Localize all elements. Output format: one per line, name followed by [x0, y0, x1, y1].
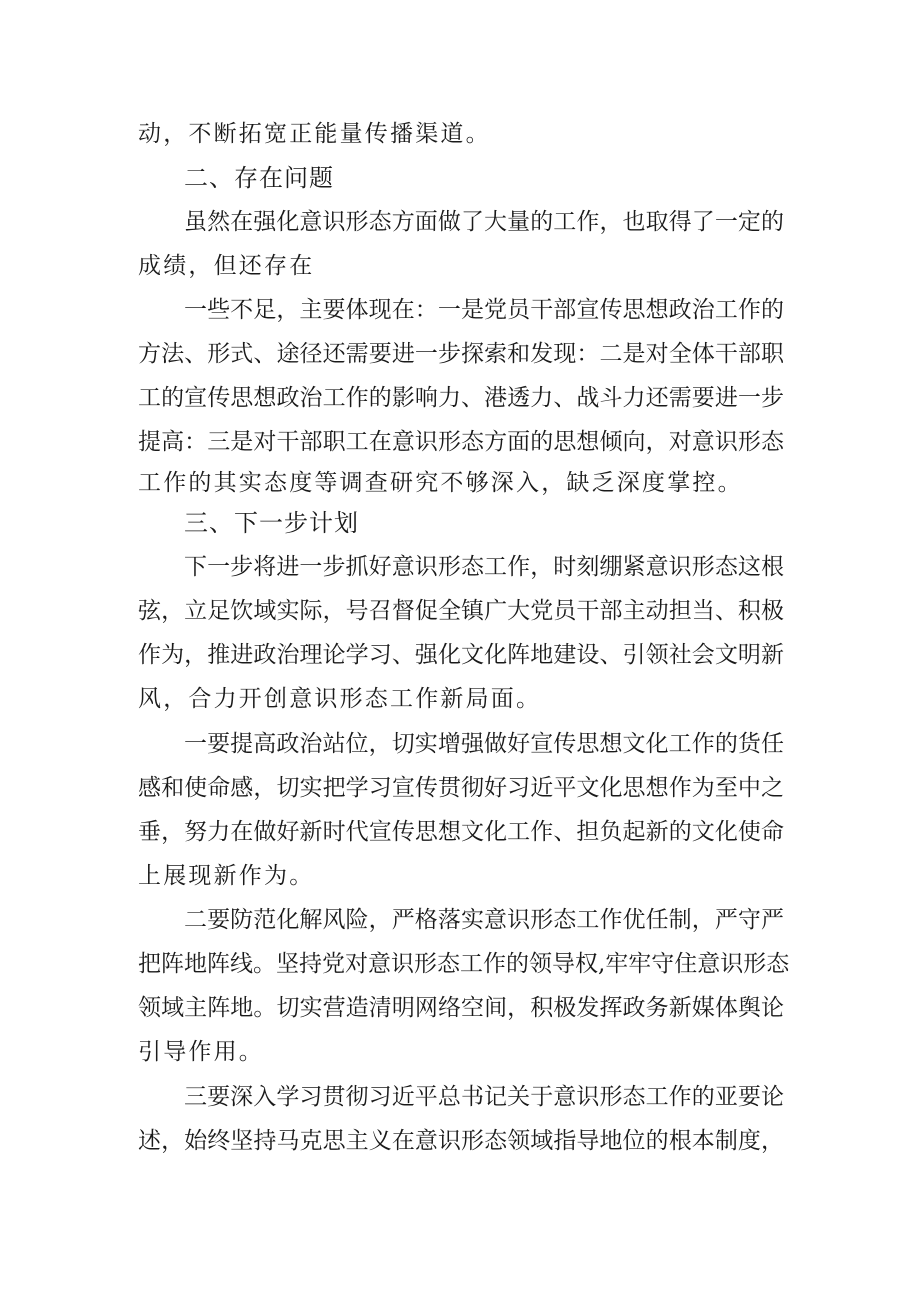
paragraph-line: 方法、形式、途径还需要进一步探索和发现：二是对全体干部职: [138, 341, 784, 367]
paragraph-line: 引导作用。: [138, 1039, 264, 1065]
paragraph-line: 一要提高政治站位，切实增强做好宣传思想文化工作的货任: [184, 731, 784, 757]
paragraph-line: 三要深入学习贯彻习近平总书记关于意识形态工作的亚要论: [184, 1084, 784, 1110]
paragraph-line: 工作的其实态度等调查研究不够深入，缺乏深度掌控。: [138, 470, 743, 496]
paragraph-line: 垂，努力在做好新时代宣传思想文化工作、担负起新的文化使命: [138, 819, 784, 845]
paragraph-line: 作为，推进政治理论学习、强化文化阵地建设、引领社会文明新: [138, 642, 784, 668]
section-heading-problems: 二、存在问题: [184, 164, 334, 192]
paragraph-line: 风，合力开创意识形态工作新局面。: [138, 686, 542, 712]
paragraph-line: 领域主阵地。切实营造清明网络空间，积极发挥政务新媒体舆论: [138, 995, 784, 1021]
paragraph-line: 成绩，但还存在: [138, 253, 315, 279]
paragraph-line: 提高：三是对干部职工在意识形态方面的思想倾向，对意识形态: [138, 429, 784, 455]
paragraph-line: 二要防范化解风险，严格落实意识形态工作优任制，严守严: [184, 907, 784, 933]
paragraph-line: 工的宣传思想政治工作的影响力、港透力、战斗力还需要进一步: [138, 385, 784, 411]
paragraph-line: 把阵地阵线。坚持党对意识形态工作的领导权,牢牢守住意识形态: [138, 951, 790, 977]
paragraph-line: 感和使命感，切实把学习宣传贯彻好习近平文化思想作为至中之: [138, 775, 784, 801]
paragraph-line: 上展现新作为。: [138, 863, 315, 889]
paragraph-line: 虽然在强化意识形态方面做了大量的工作，也取得了一定的: [184, 209, 784, 235]
paragraph-line: 述，始终坚持马克思主义在意识形态领域指导地位的根本制度，: [138, 1128, 784, 1154]
paragraph-line: 弦，立足饮域实际，号召督促全镇广大党员干部主动担当、积极: [138, 598, 784, 624]
section-heading-next-steps: 三、下一步计划: [184, 509, 359, 537]
paragraph-line: 一些不足，主要体现在：一是党员干部宣传思想政治工作的: [184, 297, 784, 323]
continuation-line: 动，不断拓宽正能量传播渠道。: [138, 121, 491, 147]
paragraph-line: 下一步将进一步抓好意识形态工作，时刻绷紧意识形态这根: [184, 554, 784, 580]
